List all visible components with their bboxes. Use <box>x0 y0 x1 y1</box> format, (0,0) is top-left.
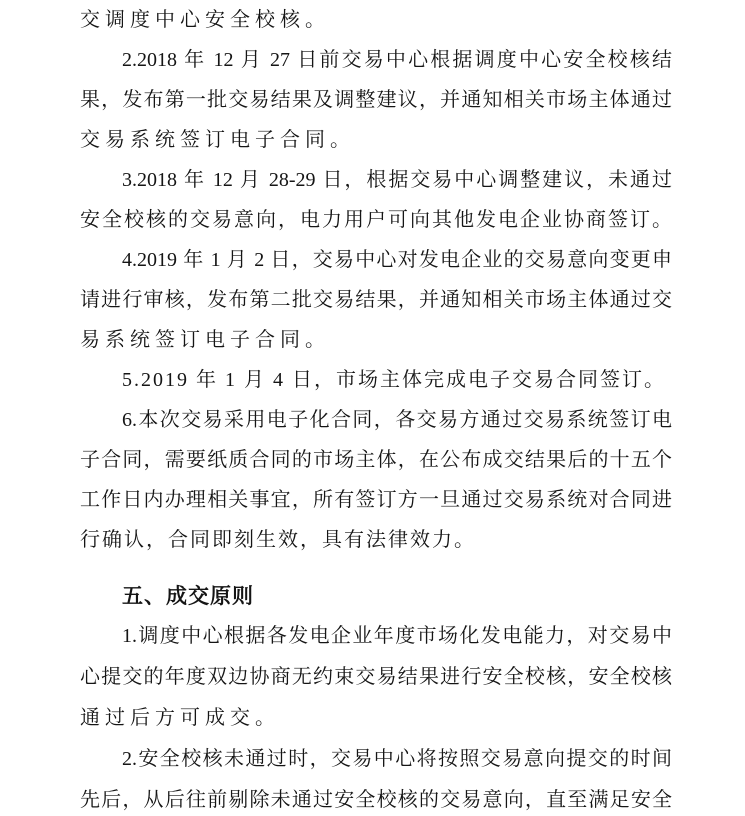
text-line: 心提交的年度双边协商无约束交易结果进行安全校核，安全校核 <box>80 666 672 688</box>
text-line: 行确认，合同即刻生效，具有法律效力。 <box>80 529 476 551</box>
text-line: 先后，从后往前剔除未通过安全校核的交易意向，直至满足安全 <box>80 789 672 811</box>
text-line: 3.2018 年 12 月 28-29 日，根据交易中心调整建议，未通过 <box>122 169 672 191</box>
text-line: 易系统签订电子合同。 <box>80 329 330 351</box>
text-line: 果，发布第一批交易结果及调整建议，并通知相关市场主体通过 <box>80 89 672 111</box>
text-line: 交调度中心安全校核。 <box>80 9 330 31</box>
text-line: 子合同，需要纸质合同的市场主体，在公布成交结果后的十五个 <box>80 449 672 471</box>
text-line: 1.调度中心根据各发电企业年度市场化发电能力，对交易中 <box>122 625 672 647</box>
text-line: 交易系统签订电子合同。 <box>80 129 355 151</box>
section-heading: 五、成交原则 <box>122 584 254 608</box>
text-line: 2.2018 年 12 月 27 日前交易中心根据调度中心安全校核结 <box>122 49 672 71</box>
text-line: 通过后方可成交。 <box>80 707 280 729</box>
text-line: 安全校核的交易意向，电力用户可向其他发电企业协商签订。 <box>80 209 672 231</box>
text-line: 2.安全校核未通过时，交易中心将按照交易意向提交的时间 <box>122 748 672 770</box>
text-line: 6.本次交易采用电子化合同，各交易方通过交易系统签订电 <box>122 409 672 431</box>
text-line: 4.2019 年 1 月 2 日，交易中心对发电企业的交易意向变更申 <box>122 249 672 271</box>
text-line: 请进行审核，发布第二批交易结果，并通知相关市场主体通过交 <box>80 289 672 311</box>
text-line: 5.2019 年 1 月 4 日，市场主体完成电子交易合同签订。 <box>122 369 666 391</box>
document-lines <box>80 0 672 816</box>
text-line: 工作日内办理相关事宜，所有签订方一旦通过交易系统对合同进 <box>80 489 672 511</box>
